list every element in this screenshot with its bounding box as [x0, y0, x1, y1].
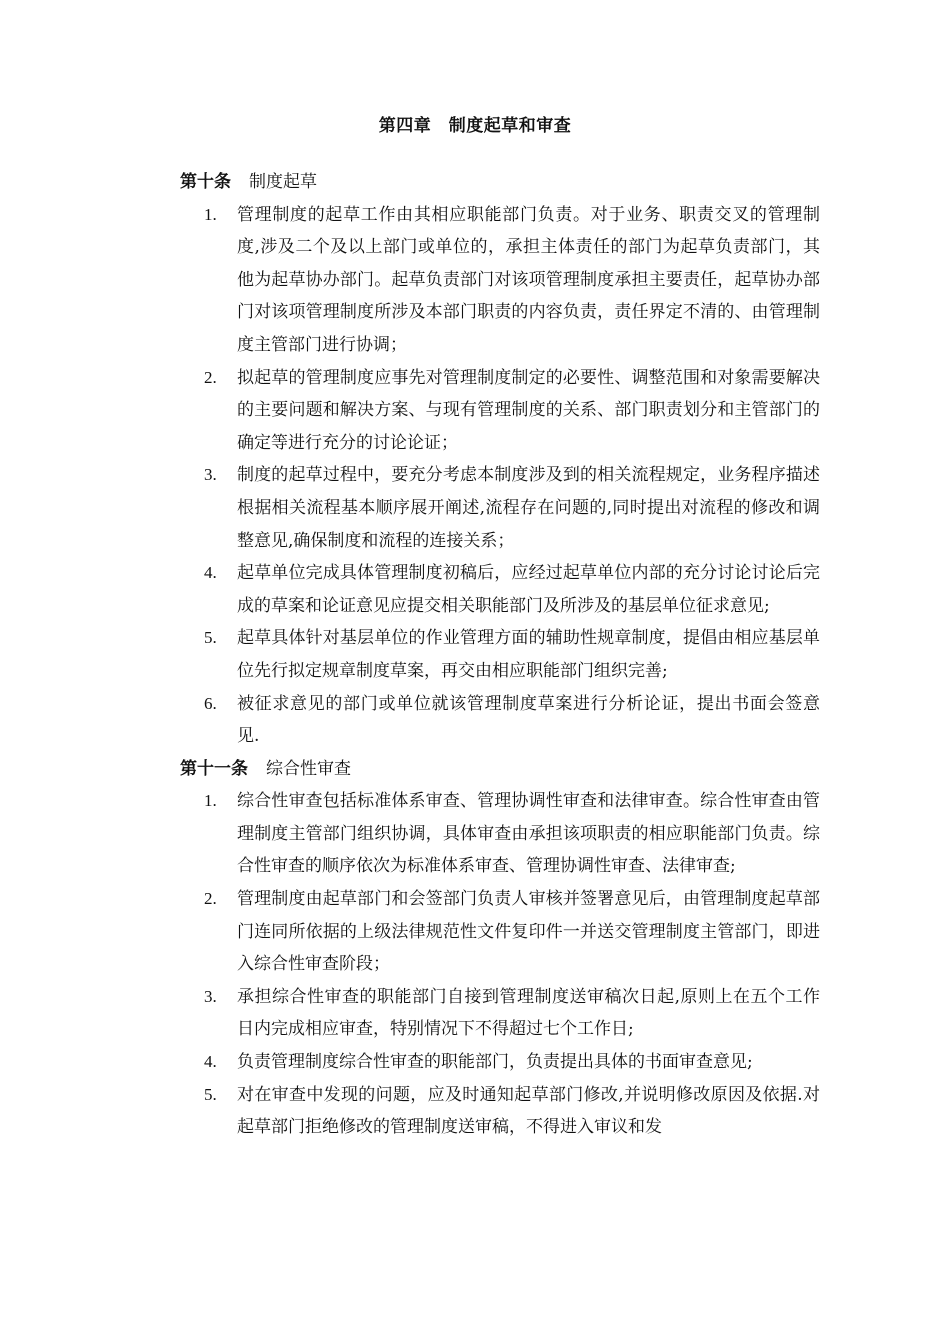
- list-item: [180, 199, 820, 362]
- list-item: [180, 688, 820, 753]
- item-text: 负责管理制度综合性审查的职能部门，负责提出具体的书面审查意见;: [237, 1052, 753, 1073]
- item-number: 2.: [204, 889, 217, 909]
- list-item: [180, 785, 820, 883]
- item-text: 被征求意见的部门或单位就该管理制度草案进行分析论证，提出书面会签意见.: [237, 693, 820, 747]
- article-number: 第十条: [180, 172, 231, 192]
- article-title: 综合性审查: [266, 758, 351, 779]
- item-number: 3.: [204, 986, 217, 1006]
- article-heading: [180, 753, 820, 786]
- item-number: 1.: [204, 204, 217, 224]
- list-item: [180, 362, 820, 460]
- article-items: [180, 199, 820, 753]
- document-body: [180, 166, 820, 1144]
- list-item: [180, 557, 820, 622]
- item-text: 综合性审查包括标准体系审查、管理协调性审查和法律审查。综合性审查由管理制度主管部门组织协调，具体审查由承担该项职责的相应职能部门负责。综合性审查的顺序依次为标准体系审查、管理协调性审查、法律审查;: [237, 791, 820, 877]
- list-item: [180, 459, 820, 557]
- article-11: [180, 753, 820, 1144]
- item-number: 5.: [204, 1084, 217, 1104]
- item-number: 2.: [204, 367, 217, 387]
- item-number: 4.: [204, 1052, 217, 1072]
- item-text: 承担综合性审查的职能部门自接到管理制度送审稿次日起,原则上在五个工作日内完成相应审查，特别情况下不得超过七个工作日;: [237, 986, 820, 1040]
- item-number: 5.: [204, 628, 217, 648]
- list-item: [180, 1046, 820, 1079]
- item-number: 3.: [204, 465, 217, 485]
- article-items: [180, 785, 820, 1144]
- list-item: [180, 981, 820, 1046]
- item-text: 管理制度的起草工作由其相应职能部门负责。对于业务、职责交叉的管理制度,涉及二个及以上部门或单位的，承担主体责任的部门为起草负责部门，其他为起草协办部门。起草负责部门对该项管理制度承担主要责任，起草协办部门对该项管理制度所涉及本部门职责的内容负责，责任界定不清的、由管理制度主管部门进行协调；: [237, 204, 820, 355]
- article-heading: [180, 166, 820, 199]
- item-number: 4.: [204, 563, 217, 583]
- chapter-title: 第四章 制度起草和审查: [378, 116, 572, 136]
- item-text: 对在审查中发现的问题，应及时通知起草部门修改,并说明修改原因及依据.对起草部门拒绝修改的管理制度送审稿，不得进入审议和发: [237, 1084, 820, 1138]
- item-number: 6.: [204, 693, 217, 713]
- item-text: 制度的起草过程中，要充分考虑本制度涉及到的相关流程规定，业务程序描述根据相关流程基本顺序展开阐述,流程存在问题的,同时提出对流程的修改和调整意见,确保制度和流程的连接关系；: [237, 465, 820, 551]
- article-number: 第十一条: [180, 758, 248, 779]
- item-text: 拟起草的管理制度应事先对管理制度制定的必要性、调整范围和对象需要解决的主要问题和解决方案、与现有管理制度的关系、部门职责划分和主管部门的确定等进行充分的讨论论证；: [237, 367, 820, 453]
- item-text: 管理制度由起草部门和会签部门负责人审核并签署意见后，由管理制度起草部门连同所依据的上级法律规范性文件复印件一并送交管理制度主管部门，即进入综合性审查阶段；: [237, 889, 820, 975]
- article-10: [180, 166, 820, 753]
- item-number: 1.: [204, 791, 217, 811]
- list-item: [180, 622, 820, 687]
- list-item: [180, 1079, 820, 1144]
- item-text: 起草单位完成具体管理制度初稿后，应经过起草单位内部的充分讨论讨论后完成的草案和论证意见应提交相关职能部门及所涉及的基层单位征求意见;: [237, 563, 820, 616]
- item-text: 起草具体针对基层单位的作业管理方面的辅助性规章制度，提倡由相应基层单位先行拟定规章制度草案，再交由相应职能部门组织完善;: [237, 628, 820, 681]
- article-title: 制度起草: [249, 172, 317, 192]
- list-item: [180, 883, 820, 981]
